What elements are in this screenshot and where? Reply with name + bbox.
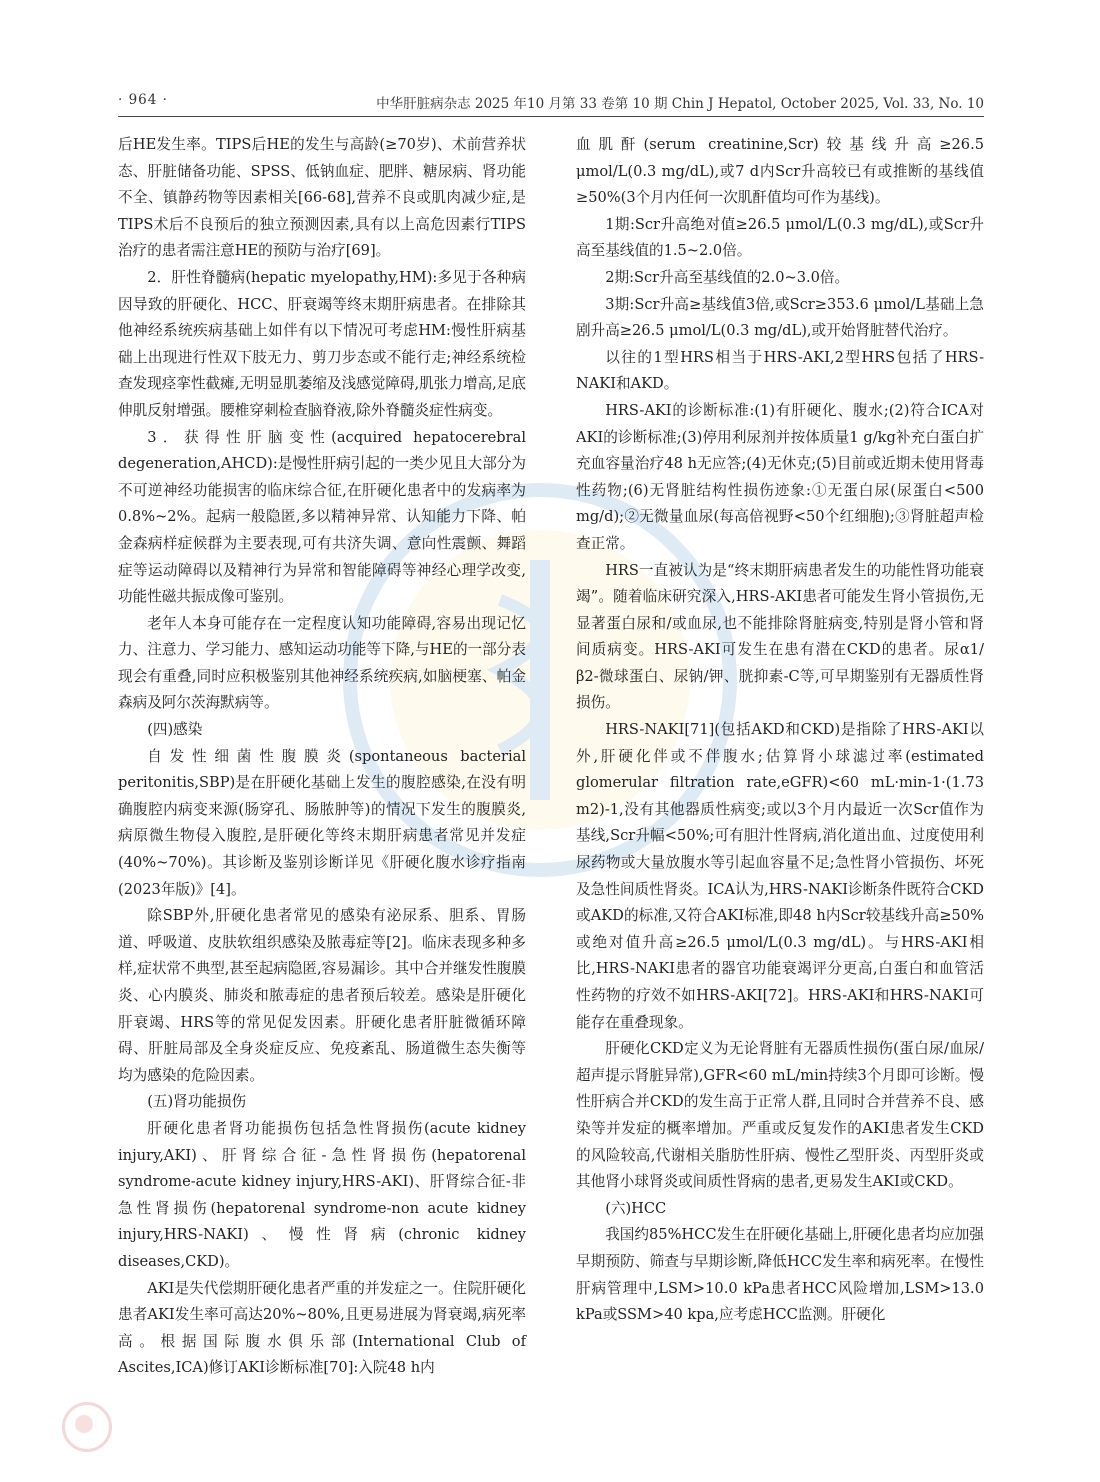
body-paragraph: 1期:Scr升高绝对值≥26.5 μmol/L(0.3 mg/dL),或Scr升高至基线值的1.5~2.0倍。 xyxy=(576,215,984,260)
body-paragraph: HRS一直被认为是“终末期肝病患者发生的功能性肾功能衰竭”。随着临床研究深入,HRS-AKI患者可能发生肾小管损伤,无显著蛋白尿和/或血尿,也不能排除肾脏病变,特别是肾小管和肾间质病变。HRS-AKI可发生在患有潜在CKD的患者。尿α1/β2-微球蛋白、尿钠/钾、胱抑素-C等,可早期鉴别有无器质性肾损伤。 xyxy=(576,561,984,712)
body-paragraph: 3．获得性肝脑变性(acquired hepatocerebral degeneration,AHCD):是慢性肝病引起的一类少见且大部分为不可逆神经功能损害的临床综合征,在肝硬化患者中的发病率为0.8%~2%。起病一般隐匿,多以精神异常、认知能力下降、帕金森病样症候群为主要表现,可有共济失调、意向性震颤、舞蹈症等运动障碍以及精神行为异常和智能障碍等神经心理学改变,功能性磁共振成像可鉴别。 xyxy=(118,428,526,606)
body-paragraph: 血肌酐(serum creatinine,Scr)较基线升高≥26.5 μmol/L(0.3 mg/dL),或7 d内Scr升高较已有或推断的基线值≥50%(3个月内任何一次肌酐值均可作为基线)。 xyxy=(576,136,984,207)
header-rule xyxy=(118,116,984,117)
body-paragraph: 后HE发生率。TIPS后HE的发生与高龄(≥70岁)、术前营养状态、肝脏储备功能、SPSS、低钠血症、肥胖、糖尿病、肾功能不全、镇静药物等因素相关[66-68],营养不良或肌肉减少症,是TIPS术后不良预后的独立预测因素,具有以上高危因素行TIPS治疗的患者需注意HE的预防与治疗[69]。 xyxy=(118,136,526,260)
body-paragraph: (五)肾功能损伤 xyxy=(147,1093,247,1111)
body-paragraph: 除SBP外,肝硬化患者常见的感染有泌尿系、胆系、胃肠道、呼吸道、皮肤软组织感染及脓毒症等[2]。临床表现多种多样,症状常不典型,甚至起病隐匿,容易漏诊。其中合并继发性腹膜炎、心内膜炎、肺炎和脓毒症的患者预后较差。感染是肝硬化肝衰竭、HRS等的常见促发因素。肝硬化患者肝脏微循环障碍、肝脏局部及全身炎症反应、免疫紊乱、肠道微生态失衡等均为感染的危险因素。 xyxy=(118,907,526,1084)
body-paragraph: AKI是失代偿期肝硬化患者严重的并发症之一。住院肝硬化患者AKI发生率可高达20%~80%,且更易进展为肾衰竭,病死率高。根据国际腹水俱乐部(International Club of Ascites,ICA)修订AKI诊断标准[70]:入院48 h内 xyxy=(118,1279,526,1377)
body-paragraph: HRS-AKI的诊断标准:(1)有肝硬化、腹水;(2)符合ICA对AKI的诊断标准;(3)停用利尿剂并按体质量1 g/kg补充白蛋白扩充血容量治疗48 h无应答;(4)无休克;(5)目前或近期未使用肾毒性药物;(6)无肾脏结构性损伤迹象:①无蛋白尿(尿蛋白<500 mg/d);②无微量血尿(每高倍视野<50个红细胞);③肾脏超声检查正常。 xyxy=(576,401,984,552)
body-paragraph: 自发性细菌性腹膜炎(spontaneous bacterial peritonitis,SBP)是在肝硬化基础上发生的腹腔感染,在没有明确腹腔内病变来源(肠穿孔、肠脓肿等)的情况下发生的腹膜炎,病原微生物侵入腹腔,是肝硬化等终末期肝病患者常见并发症(40%~70%)。其诊断及鉴别诊断详见《肝硬化腹水诊疗指南(2023年版)》[4]。 xyxy=(118,747,526,898)
publisher-watermark xyxy=(62,1400,342,1450)
body-paragraph: 2．肝性脊髓病(hepatic myelopathy,HM):多见于各种病因导致的肝硬化、HCC、肝衰竭等终末期肝病患者。在排除其他神经系统疾病基础上如伴有以下情况可考虑HM:慢性肝病基础上出现进行性双下肢无力、剪刀步态或不能行走;神经系统检查发现痉挛性截瘫,无明显肌萎缩及浅感觉障碍,肌张力增高,足底伸肌反射增强。腰椎穿刺检查脑脊液,除外脊髓炎症性病变。 xyxy=(118,268,526,419)
body-paragraph: 老年人本身可能存在一定程度认知功能障碍,容易出现记忆力、注意力、学习能力、感知运动功能等下降,与HE的一部分表现会有重叠,同时应积极鉴别其他神经系统疾病,如脑梗塞、帕金森病及阿尔茨海默病等。 xyxy=(118,614,526,712)
right-column xyxy=(576,132,984,1329)
body-paragraph: (六)HCC xyxy=(605,1199,667,1217)
body-paragraph: 肝硬化患者肾功能损伤包括急性肾损伤(acute kidney injury,AKI)、肝肾综合征-急性肾损伤(hepatorenal syndrome-acute kidney injury,HRS-AKI)、肝肾综合征-非急性肾损伤(hepatorenal syndrome-non acute kidney injury,HRS-NAKI)、慢性肾病(chronic kidney diseases,CKD)。 xyxy=(118,1119,526,1270)
left-column xyxy=(118,132,526,1382)
running-header xyxy=(118,88,984,112)
body-paragraph: 以往的1型HRS相当于HRS-AKI,2型HRS包括了HRS-NAKI和AKD。 xyxy=(576,348,984,393)
body-paragraph: 肝硬化CKD定义为无论肾脏有无器质性损伤(蛋白尿/血尿/超声提示肾脏异常),GFR<60 mL/min持续3个月即可诊断。慢性肝病合并CKD的发生高于正常人群,且同时合并营养不良、感染等并发症的概率增加。严重或反复发作的AKI患者发生CKD的风险较高,代谢相关脂肪性肝病、慢性乙型肝炎、丙型肝炎或其他肾小球肾炎或间质性肾病的患者,更易发生AKI或CKD。 xyxy=(576,1040,984,1191)
body-paragraph: 3期:Scr升高≥基线值3倍,或Scr≥353.6 μmol/L基础上急剧升高≥26.5 μmol/L(0.3 mg/dL),或开始肾脏替代治疗。 xyxy=(576,295,984,340)
page-number: · 964 · xyxy=(118,92,168,108)
publisher-seal-icon xyxy=(62,1402,112,1452)
body-paragraph: HRS-NAKI[71](包括AKD和CKD)是指除了HRS-AKI以外,肝硬化伴或不伴腹水;估算肾小球滤过率(estimated glomerular filtration rate,eGFR)<60 mL·min-1·(1.73 m2)-1,没有其他器质性病变;或以3个月内最近一次Scr值作为基线,Scr升幅<50%;可有胆汁性肾病,消化道出血、过度使用利尿药物或大量放腹水等引起血容量不足;急性肾小管损伤、坏死及急性间质性肾炎。ICA认为,HRS-NAKI诊断条件既符合CKD或AKD的标准,又符合AKI标准,即48 h内Scr较基线升高≥50%或绝对值升高≥26.5 μmol/L(0.3 mg/dL)。与HRS-AKI相比,HRS-NAKI患者的器官功能衰竭评分更高,白蛋白和血管活性药物的疗效不如HRS-AKI[72]。HRS-AKI和HRS-NAKI可能存在重叠现象。 xyxy=(576,721,984,1031)
body-paragraph: 我国约85%HCC发生在肝硬化基础上,肝硬化患者均应加强早期预防、筛查与早期诊断,降低HCC发生率和病死率。在慢性肝病管理中,LSM>10.0 kPa患者HCC风险增加,LSM>13.0 kPa或SSM>40 kpa,应考虑HCC监测。肝硬化 xyxy=(576,1226,984,1324)
body-paragraph: (四)感染 xyxy=(147,721,203,739)
body-paragraph: 2期:Scr升高至基线值的2.0~3.0倍。 xyxy=(605,268,850,286)
journal-citation: 中华肝脏病杂志 2025 年10 月第 33 卷第 10 期 Chin J Hepatol, October 2025, Vol. 33, No. 10 xyxy=(376,96,984,112)
